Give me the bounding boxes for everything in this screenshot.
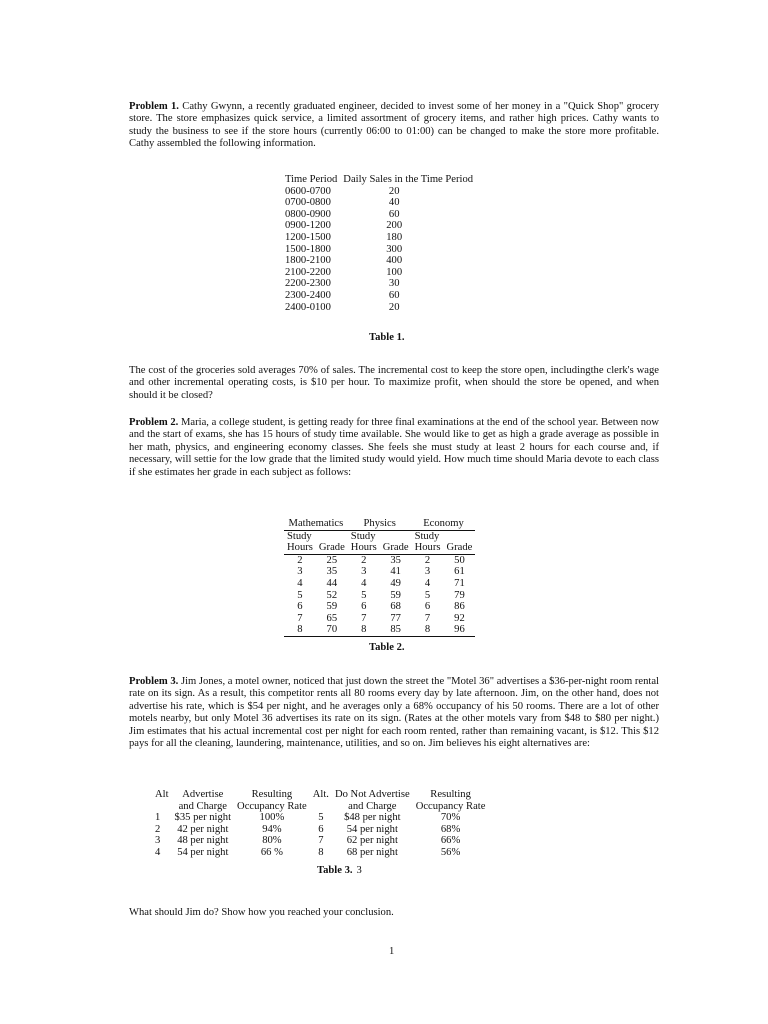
table-row — [285, 197, 473, 209]
problem-3-label: Problem 3. — [129, 676, 179, 687]
study-label: Study — [414, 530, 440, 542]
advertise-header-sub: and Charge — [178, 800, 227, 812]
alt-header-sub — [310, 801, 332, 813]
problem-2-paragraph — [129, 417, 659, 479]
table-row — [152, 824, 488, 836]
hours-label: Hours — [412, 542, 444, 554]
hours-cell: 6 — [297, 601, 303, 613]
table-row — [284, 590, 475, 602]
table-2-caption: Table 2. — [369, 642, 405, 653]
hours-cell: 2 — [297, 554, 303, 566]
hours-cell: 4 — [297, 577, 303, 589]
grade-label: Grade — [444, 542, 476, 554]
alt-cell: 6 — [318, 823, 324, 835]
study-label: Study — [350, 530, 376, 542]
hours-cell: 5 — [297, 589, 303, 601]
occupancy-cell: 100% — [259, 812, 285, 824]
alt-cell: 1 — [155, 812, 161, 824]
time-period-cell: 1200-1500 — [285, 231, 331, 243]
grade-cell: 79 — [454, 589, 465, 601]
study-label: Study — [287, 530, 312, 542]
grade-cell: 44 — [326, 577, 338, 589]
alt-cell: 5 — [318, 812, 324, 824]
table-row — [285, 290, 473, 302]
charge-cell: 48 per night — [177, 835, 229, 847]
hours-cell: 7 — [424, 612, 431, 624]
occupancy-cell: 66% — [440, 835, 461, 847]
table-3-caption — [317, 865, 362, 876]
table-1 — [285, 174, 473, 313]
sales-cell: 400 — [386, 255, 403, 267]
occupancy-cell: 94% — [262, 823, 282, 835]
hours-cell: 8 — [297, 624, 303, 636]
grade-cell: 35 — [326, 566, 338, 578]
occupancy-header-sub: Occupancy Rate — [237, 800, 307, 812]
table-1-header-sales: Daily Sales in the Time Period — [343, 174, 474, 185]
sales-cell: 60 — [388, 289, 400, 301]
time-period-cell: 1800-2100 — [285, 255, 331, 267]
grade-cell: 70 — [326, 624, 338, 636]
occupancy-cell: 66 % — [260, 846, 283, 858]
alt-header-sub — [152, 801, 172, 813]
table-3-caption-label: Table 3. — [317, 865, 353, 876]
subject-physics-header: Physics — [363, 518, 396, 529]
table-row — [284, 624, 475, 636]
hours-cell: 6 — [361, 601, 367, 613]
sales-cell: 30 — [388, 278, 400, 290]
grade-cell: 86 — [454, 601, 465, 613]
table-row — [285, 232, 473, 244]
hours-cell: 4 — [424, 577, 431, 589]
grade-cell: 52 — [326, 589, 338, 601]
grade-cell: 77 — [390, 612, 401, 624]
table-row — [284, 554, 475, 566]
charge-cell: 62 per night — [346, 835, 398, 847]
table-3 — [152, 789, 488, 859]
problem-3-paragraph — [129, 676, 659, 750]
occupancy-header: Resulting — [251, 789, 293, 800]
time-period-cell: 0600-0700 — [285, 185, 331, 197]
closing-question: What should Jim do? Show how you reached your conclusion. — [129, 907, 394, 918]
grade-cell: 71 — [454, 577, 465, 589]
grade-cell: 41 — [390, 566, 401, 578]
table-1-header-time: Time Period — [285, 174, 338, 185]
occupancy-cell: 70% — [440, 812, 461, 824]
table-row — [152, 847, 488, 859]
table-row — [285, 302, 473, 314]
sales-cell: 20 — [388, 185, 400, 197]
table-1-caption: Table 1. — [369, 332, 405, 343]
problem-1-paragraph — [129, 101, 659, 151]
occupancy-cell: 56% — [440, 846, 461, 858]
subject-math-header: Mathematics — [288, 518, 344, 529]
problem-1-label: Problem 1. — [129, 101, 179, 112]
hours-cell: 5 — [361, 589, 367, 601]
occupancy-header-sub: Occupancy Rate — [415, 800, 486, 812]
no-advertise-header-sub: and Charge — [348, 800, 397, 812]
hours-cell: 6 — [424, 601, 431, 613]
subject-economy-header: Economy — [423, 518, 464, 529]
grade-label: Grade — [316, 542, 348, 554]
alt-header: Alt — [155, 789, 169, 800]
time-period-cell: 2300-2400 — [285, 289, 331, 301]
grade-cell: 68 — [390, 601, 401, 613]
hours-cell: 8 — [424, 624, 431, 636]
table-row — [284, 613, 475, 625]
grade-label: Grade — [380, 542, 412, 554]
hours-cell: 3 — [424, 566, 431, 578]
sales-cell: 200 — [386, 220, 403, 232]
table-row — [284, 578, 475, 590]
table-row — [285, 278, 473, 290]
table-row — [285, 220, 473, 232]
time-period-cell: 0900-1200 — [285, 220, 331, 232]
problem-1-followup: The cost of the groceries sold averages 70% of sales. The incremental cost to keep the store open, includingthe clerk's wage and other incremental operating costs, is $10 per hour. To maximize profit, when should the store be opened, and when should it be closed? — [129, 365, 659, 401]
grade-cell: 65 — [326, 612, 338, 624]
hours-cell: 2 — [361, 554, 367, 566]
hours-cell: 3 — [361, 566, 367, 578]
alt-cell: 3 — [155, 835, 161, 847]
table-row — [285, 186, 473, 198]
hours-cell: 5 — [424, 589, 431, 601]
grade-cell: 59 — [390, 589, 401, 601]
time-period-cell: 2100-2200 — [285, 266, 331, 278]
table-row — [285, 255, 473, 267]
advertise-header: Advertise — [182, 789, 224, 800]
hours-label: Hours — [284, 542, 316, 554]
table-2 — [284, 518, 475, 637]
charge-cell: 68 per night — [346, 846, 398, 858]
problem-2-label: Problem 2. — [129, 417, 179, 428]
table-row — [152, 812, 488, 824]
hours-cell: 2 — [424, 554, 431, 566]
charge-cell: 42 per night — [177, 823, 229, 835]
occupancy-cell: 68% — [440, 823, 461, 835]
alt-cell: 8 — [318, 846, 324, 858]
table-row — [284, 601, 475, 613]
time-period-cell: 2200-2300 — [285, 278, 331, 290]
hours-cell: 3 — [297, 566, 303, 578]
table-row — [152, 835, 488, 847]
grade-cell: 35 — [390, 554, 401, 566]
table-3-caption-suffix: 3 — [356, 865, 362, 876]
time-period-cell: 0800-0900 — [285, 208, 331, 220]
problem-3-text: Jim Jones, a motel owner, noticed that just down the street the "Motel 36" advertises a $36-per-night room rental rate on its sign. As a result, this competitor rents all 80 rooms every day by late afternoon. Jim, on the other hand, does not advertise his rate, which is $54 per night, and he averages only a 68% occupancy of his 50 rooms. There are a lot of other motels nearby, but only Motel 36 advertises its rate on its sign. (Rates at the other motels vary from $48 to $80 per night.) Jim estimates that his actual incremental cost per night for each room rented, rather than remaining vacant, is $12. This $12 pays for all the cleaning, laundering, maintenance, utilities, and so on. Jim believes his eight alternatives are: — [129, 676, 660, 750]
sales-cell: 60 — [388, 208, 400, 220]
time-period-cell: 0700-0800 — [285, 197, 331, 209]
time-period-cell: 1500-1800 — [285, 243, 331, 255]
occupancy-cell: 80% — [262, 835, 282, 847]
hours-cell: 8 — [361, 624, 367, 636]
grade-cell: 50 — [454, 554, 465, 566]
charge-cell: 54 per night — [346, 823, 398, 835]
grade-cell: 49 — [390, 577, 401, 589]
problem-2-text: Maria, a college student, is getting ready for three final examinations at the end of the school year. Between now and the start of exams, she has 15 hours of study time available. She would like to get as high a grade average as possible in her math, physics, and engineering economy classes. She feels she must study at least 2 hours for each course and, if necessary, will settie for the low grade that the limited study would yield. How much time should Maria devote to each class if she estimates her grade in each subject as follows: — [129, 417, 659, 478]
sales-cell: 20 — [388, 301, 400, 313]
charge-cell: $48 per night — [344, 812, 401, 824]
alt-cell: 7 — [318, 835, 324, 847]
charge-cell: 54 per night — [177, 846, 229, 858]
sales-cell: 180 — [386, 231, 403, 243]
sales-cell: 300 — [386, 243, 403, 255]
grade-cell: 85 — [390, 624, 401, 636]
hours-cell: 7 — [361, 612, 367, 624]
time-period-cell: 2400-0100 — [285, 301, 331, 313]
sales-cell: 100 — [386, 266, 403, 278]
sales-cell: 40 — [388, 197, 400, 209]
hours-cell: 7 — [297, 612, 303, 624]
hours-label: Hours — [348, 542, 380, 554]
occupancy-header: Resulting — [430, 789, 471, 800]
charge-cell: $35 per night — [174, 812, 232, 824]
grade-cell: 92 — [454, 612, 465, 624]
table-row — [285, 244, 473, 256]
grade-cell: 61 — [454, 566, 465, 578]
problem-1-text: Cathy Gwynn, a recently graduated engineer, decided to invest some of her money in a "Quick Shop" grocery store. The store emphasizes quick service, a limited assortment of grocery items, and rather high prices. Cathy wants to study the business to see if the store hours (currently 06:00 to 01:00) can be changed to make the store more profitable. Cathy assembled the following information. — [129, 101, 659, 150]
grade-cell: 59 — [326, 601, 338, 613]
grade-cell: 25 — [326, 554, 338, 566]
page-number: 1 — [389, 946, 395, 957]
table-row — [284, 566, 475, 578]
alt-header: Alt. — [312, 789, 329, 800]
alt-cell: 4 — [155, 846, 161, 858]
no-advertise-header: Do Not Advertise — [334, 789, 410, 800]
grade-cell: 96 — [454, 624, 465, 636]
hours-cell: 4 — [361, 577, 367, 589]
alt-cell: 2 — [155, 823, 161, 835]
table-row — [285, 267, 473, 279]
table-row — [285, 209, 473, 221]
